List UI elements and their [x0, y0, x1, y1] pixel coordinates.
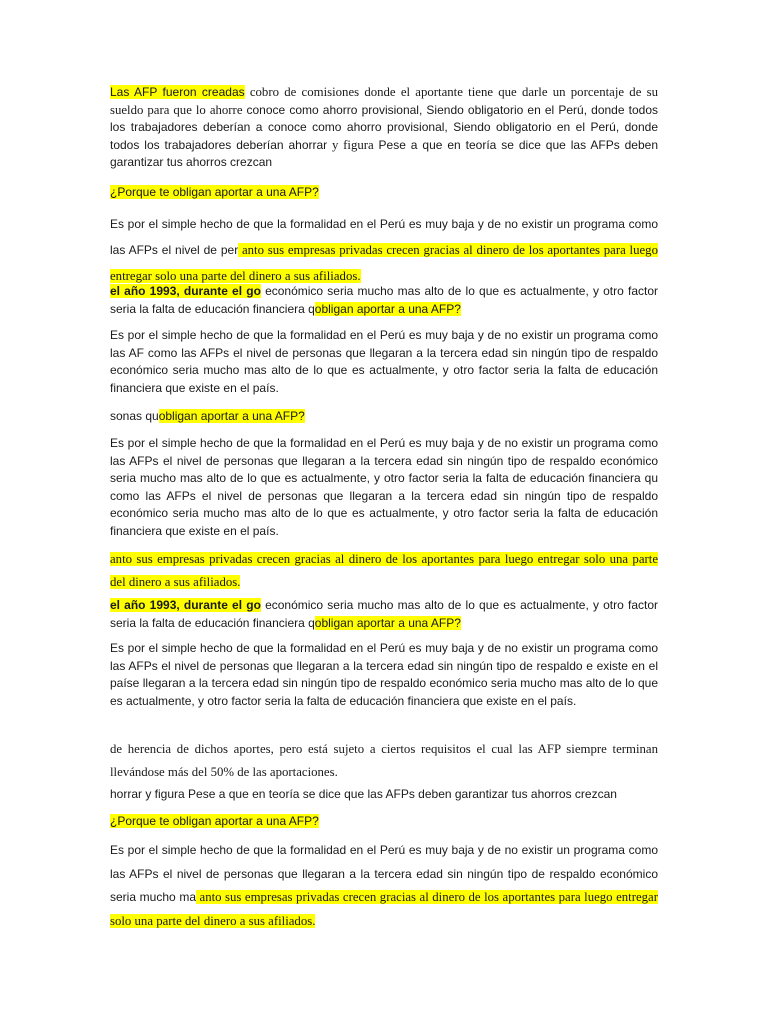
paragraph — [110, 435, 658, 541]
highlighted-text: ¿Porque te obligan aportar a una AFP? — [110, 814, 319, 828]
highlighted-text: anto sus empresas privadas crecen gracias al dinero de los aportantes para luego entregar solo una parte del dinero a sus afiliados. — [110, 243, 658, 283]
paragraph — [110, 839, 658, 933]
highlighted-text: obligan aportar a una AFP? — [314, 615, 461, 630]
text-run: económico seria mucho mas alto de lo que es actualmente, y otro factor seria la falta de educación financiera q — [110, 598, 658, 630]
text-run: y figura — [327, 137, 379, 152]
paragraph — [110, 283, 658, 318]
paragraph — [110, 786, 658, 804]
paragraph — [110, 640, 658, 710]
highlighted-text: Las AFP fueron creadas — [110, 85, 245, 99]
paragraph — [110, 548, 658, 594]
paragraph — [110, 327, 658, 397]
text-run: Pese a que en teoría se dice que las AFPs deben garantizar tus ahorros crezcan — [110, 137, 659, 170]
text-run: económico seria mucho mas alto de lo que es actualmente, y otro factor seria la falta de educación financiera q — [110, 284, 658, 316]
text-run: cobro de comisiones donde el aportante tiene que darle un porcentaje de su sueldo para que lo ahorre — [110, 85, 658, 117]
highlighted-text: anto sus empresas privadas crecen gracias al dinero de los aportantes para luego entregar solo una parte del dinero a sus afiliados. — [110, 552, 658, 589]
paragraph — [110, 211, 658, 289]
highlighted-text: el año 1993, durante el go — [110, 598, 261, 612]
highlighted-text: obligan aportar a una AFP? — [158, 409, 305, 423]
text-run: Es por el simple hecho de que la formalidad en el Perú es muy baja y de no existir un programa como las AFPs el nivel de per — [110, 217, 658, 257]
text-run: Es por el simple hecho de que la formalidad en el Perú es muy baja y de no existir un programa como las AFPs el nivel de personas que llegaran a la tercera edad sin ningún tipo de respaldo económico seria mucho mas alto de lo que es actualmente, y otro factor seria la falta de educación financiera qu como las AFPs el nivel de personas que llegaran a la tercera edad sin ningún tipo de respaldo económico seria mucho mas alto de lo que es actualmente, y otro factor seria la falta de educación financiera que existe en el país. — [110, 436, 658, 538]
highlighted-text: ¿Porque te obligan aportar a una AFP? — [110, 185, 319, 199]
paragraph — [110, 408, 658, 426]
text-run: de herencia de dichos aportes, pero está sujeto a ciertos requisitos el cual las AFP siempre terminan llevándose más del 50% de las aportaciones. — [110, 742, 658, 779]
paragraph — [110, 597, 658, 632]
text-run: Es por el simple hecho de que la formalidad en el Perú es muy baja y de no existir un programa como las AFPs el nivel de personas que llegaran a la tercera edad sin ningún tipo de respaldo e existe en el paíse llegaran a la tercera edad sin ningún tipo de respaldo económico seria mucho mas alto de lo que es actualmente, y otro factor seria la falta de educación financiera que existe en el país. — [110, 641, 658, 708]
paragraph — [110, 813, 658, 831]
text-run: conoce como ahorro provisional, Siendo obligatorio en el Perú, donde todos los trabajadores deberían a conoce como ahorro provisional, Siendo obligatorio en el Perú, donde todos los trabajadores deberían ahorrar — [110, 102, 659, 152]
text-run: horrar y figura Pese a que en teoría se dice que las AFPs deben garantizar tus ahorros crezcan — [110, 787, 617, 801]
highlighted-text: anto sus empresas privadas crecen gracias al dinero de los aportantes para luego entregar solo una parte del dinero a sus afiliados. — [110, 890, 658, 928]
paragraph — [110, 738, 658, 784]
paragraph — [110, 184, 658, 202]
highlighted-text: obligan aportar a una AFP? — [314, 301, 461, 316]
text-run: sonas qu — [110, 409, 159, 423]
text-run: Es por el simple hecho de que la formalidad en el Perú es muy baja y de no existir un programa como las AF como las AFPs el nivel de personas que llegaran a la tercera edad sin ningún tipo de respaldo económico seria mucho mas alto de lo que es actualmente, y otro factor seria la falta de educación financiera que existe en el país. — [110, 328, 658, 395]
text-run: Es por el simple hecho de que la formalidad en el Perú es muy baja y de no existir un programa como las AFPs el nivel de personas que llegaran a la tercera edad sin ningún tipo de respaldo económico seria mucho ma — [110, 843, 658, 904]
highlighted-text: el año 1993, durante el go — [110, 284, 261, 298]
paragraph — [110, 84, 658, 172]
